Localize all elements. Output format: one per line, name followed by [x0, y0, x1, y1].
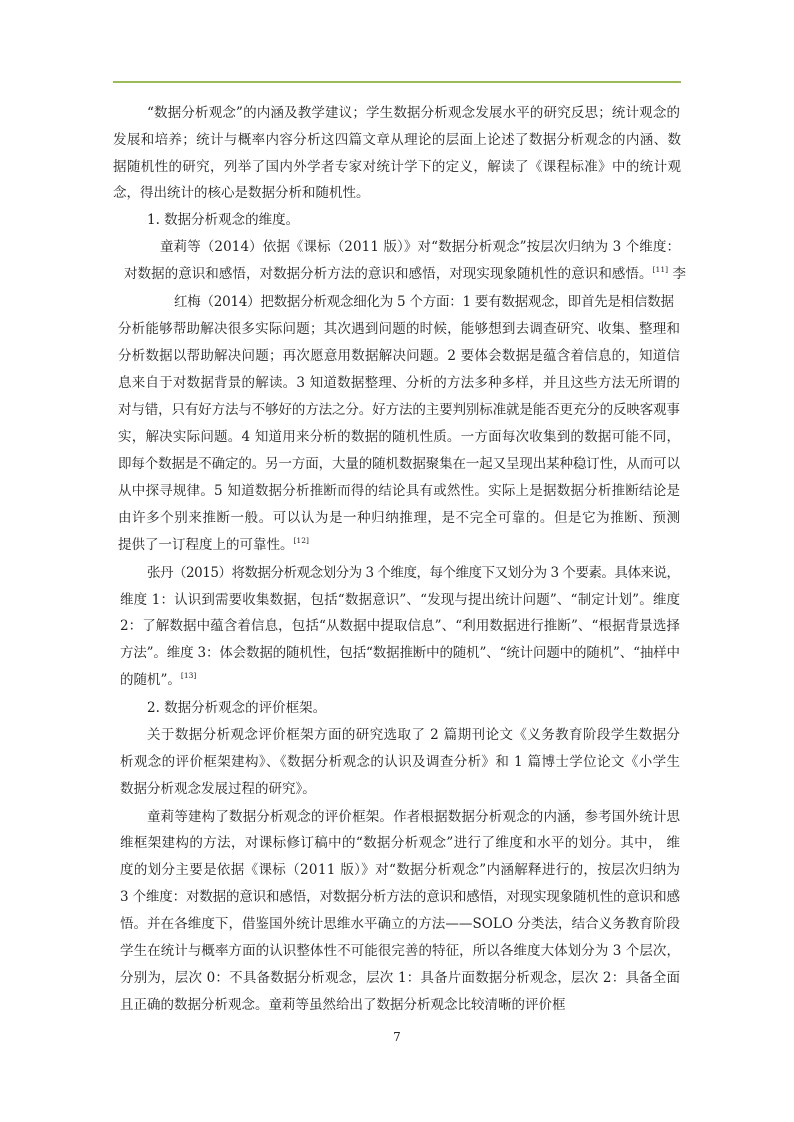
- text-line: [120, 834, 680, 852]
- line-text: 对数据的意识和感悟，对数据分析方法的意识和感悟，对现实现象随机性的意识和感悟。: [124, 266, 653, 282]
- text-line: [147, 808, 680, 826]
- text-line: [147, 726, 680, 744]
- line-text: 悟。并在各维度下，借鉴国外统计思维水平确立的方法——SOLO 分类法，结合义务教育阶段: [120, 916, 681, 932]
- line-text: 度的划分主要是依据《课标（2011 版）》对“数据分析观念”内涵解释进行的，按层次归纳为: [120, 862, 681, 878]
- citation-ref: [13]: [180, 671, 197, 680]
- line-text: 2：了解数据中蕴含着信息，包括“从数据中提取信息”、“利用数据进行推断”、“根据背景选择: [120, 618, 681, 634]
- line-text: 关于数据分析观念评价框架方面的研究选取了 2 篇期刊论文《义务教育阶段学生数据分: [147, 727, 681, 743]
- line-text: 析观念的评价框架建构》、《数据分析观念的认识及调查分析》和 1 篇博士学位论文《小学生: [120, 754, 681, 770]
- line-text: 发展和培养；统计与概率内容分析这四篇文章从理论的层面上论述了数据分析观念的内涵、数: [113, 132, 682, 148]
- line-text: 红梅（2014）把数据分析观念细化为 5 个方面：1 要有数据观念，即首先是相信数据: [174, 294, 674, 310]
- line-text: 张丹（2015）将数据分析观念划分为 3 个维度，每个维度下又划分为 3 个要素。具体来说，: [147, 565, 680, 581]
- text-line: [160, 238, 680, 256]
- line-text: “数据分析观念”的内涵及教学建议；学生数据分析观念发展水平的研究反思；统计观念的: [147, 105, 681, 121]
- line-text: 由许多个别来推断一般。可以认为是一种归纳推理，是不完全可靠的。但是它为推断、预测: [118, 510, 681, 526]
- text-line: [118, 482, 680, 500]
- page-number: 7: [393, 1030, 401, 1044]
- line-text: 据随机性的研究，列举了国内外学者专家对统计学下的定义，解读了《课程标准》中的统计观: [113, 159, 682, 175]
- text-line: [120, 942, 680, 960]
- text-line: [118, 536, 309, 554]
- text-line: [120, 671, 196, 689]
- text-line: [174, 293, 674, 311]
- text-line: [118, 374, 680, 392]
- text-line: [118, 428, 680, 446]
- line-text: 念，得出统计的核心是数据分析和随机性。: [113, 185, 370, 201]
- text-line: [147, 564, 680, 582]
- citation-ref: [11]: [652, 265, 669, 274]
- text-line: [120, 996, 566, 1014]
- text-line: [120, 644, 680, 662]
- line-text: 从中探寻规律。5 知道数据分析推断而得的结论具有或然性。实际上是据数据分析推断结论是: [118, 483, 681, 499]
- line-text: 2. 数据分析观念的评价框架。: [147, 700, 327, 716]
- line-text: 数据分析观念发展过程的研究》。: [120, 781, 316, 797]
- text-line: [147, 211, 299, 229]
- line-text: 维度 1：认识到需要收集数据，包括“数据意识”、“发现与提出统计问题”、“制定计划”。维度: [120, 592, 681, 608]
- line-text: 即每个数据是不确定的。另一方面，大量的随机数据聚集在一起又呈现出某种稳订性，从而可以: [118, 456, 680, 472]
- text-line: [113, 131, 681, 149]
- line-text: 分别为，层次 0：不具备数据分析观念，层次 1：具备片面数据分析观念，层次 2：具备全面: [120, 970, 681, 986]
- text-line: [118, 320, 680, 338]
- line-text: 方法”。维度 3：体会数据的随机性，包括“数据推断中的随机”、“统计问题中的随机”、“抽样中: [120, 645, 680, 661]
- line-text: 3 个维度：对数据的意识和感悟，对数据分析方法的意识和感悟，对现实现象随机性的意识和感: [120, 889, 680, 905]
- header-rule: [113, 81, 681, 83]
- line-text: 对与错，只有好方法与不够好的方法之分。好方法的主要判别标准就是能否更充分的反映客观事: [118, 402, 680, 418]
- text-line: [124, 265, 686, 283]
- text-line: [118, 401, 680, 419]
- line-text: 的随机”。: [120, 672, 181, 688]
- text-line: [120, 915, 680, 933]
- text-line: [120, 780, 316, 798]
- line-text: 分析数据以帮助解决问题；再次愿意用数据解决问题。2 要体会数据是蕴含着信息的，知道信: [118, 348, 681, 364]
- line-text: 1. 数据分析观念的维度。: [147, 212, 300, 228]
- text-line: [113, 158, 681, 176]
- citation-ref: [12]: [293, 536, 309, 545]
- line-text: 且正确的数据分析观念。童莉等虽然给出了数据分析观念比较清晰的评价框: [120, 997, 566, 1013]
- line-tail: 李: [668, 266, 687, 282]
- text-line: [118, 509, 681, 527]
- line-text: 童莉等（2014）依据《课标（2011 版）》对“数据分析观念”按层次归纳为 3 个维度：: [160, 239, 681, 255]
- text-line: [118, 347, 680, 365]
- text-line: [120, 969, 680, 987]
- line-text: 学生在统计与概率方面的认识整体性不可能很完善的特征，所以各维度大体划分为 3 个层次，: [120, 943, 681, 959]
- text-line: [120, 591, 680, 609]
- line-text: 息来自于对数据背景的解读。3 知道数据整理、分析的方法多种多样，并且这些方法无所谓的: [118, 375, 681, 391]
- text-line: [147, 699, 326, 717]
- line-text: 实，解决实际问题。4 知道用来分析的数据的随机性质。一方面每次收集到的数据可能不同，: [118, 429, 681, 445]
- text-line: [120, 888, 680, 906]
- line-text: 提供了一订程度上的可靠性。: [118, 537, 294, 553]
- text-line: [120, 617, 680, 635]
- line-text: 童莉等建构了数据分析观念的评价框架。作者根据数据分析观念的内涵，参考国外统计思: [147, 809, 681, 825]
- text-line: [118, 455, 680, 473]
- text-line: [120, 753, 680, 771]
- line-text: 分析能够帮助解决很多实际问题；其次遇到问题的时候，能够想到去调查研究、收集、整理和: [118, 321, 681, 337]
- text-line: [113, 184, 370, 202]
- text-line: [147, 104, 680, 122]
- text-line: [120, 861, 680, 879]
- line-text: 维框架建构的方法，对课标修订稿中的“数据分析观念”进行了维度和水平的划分。其中， 维: [120, 835, 681, 851]
